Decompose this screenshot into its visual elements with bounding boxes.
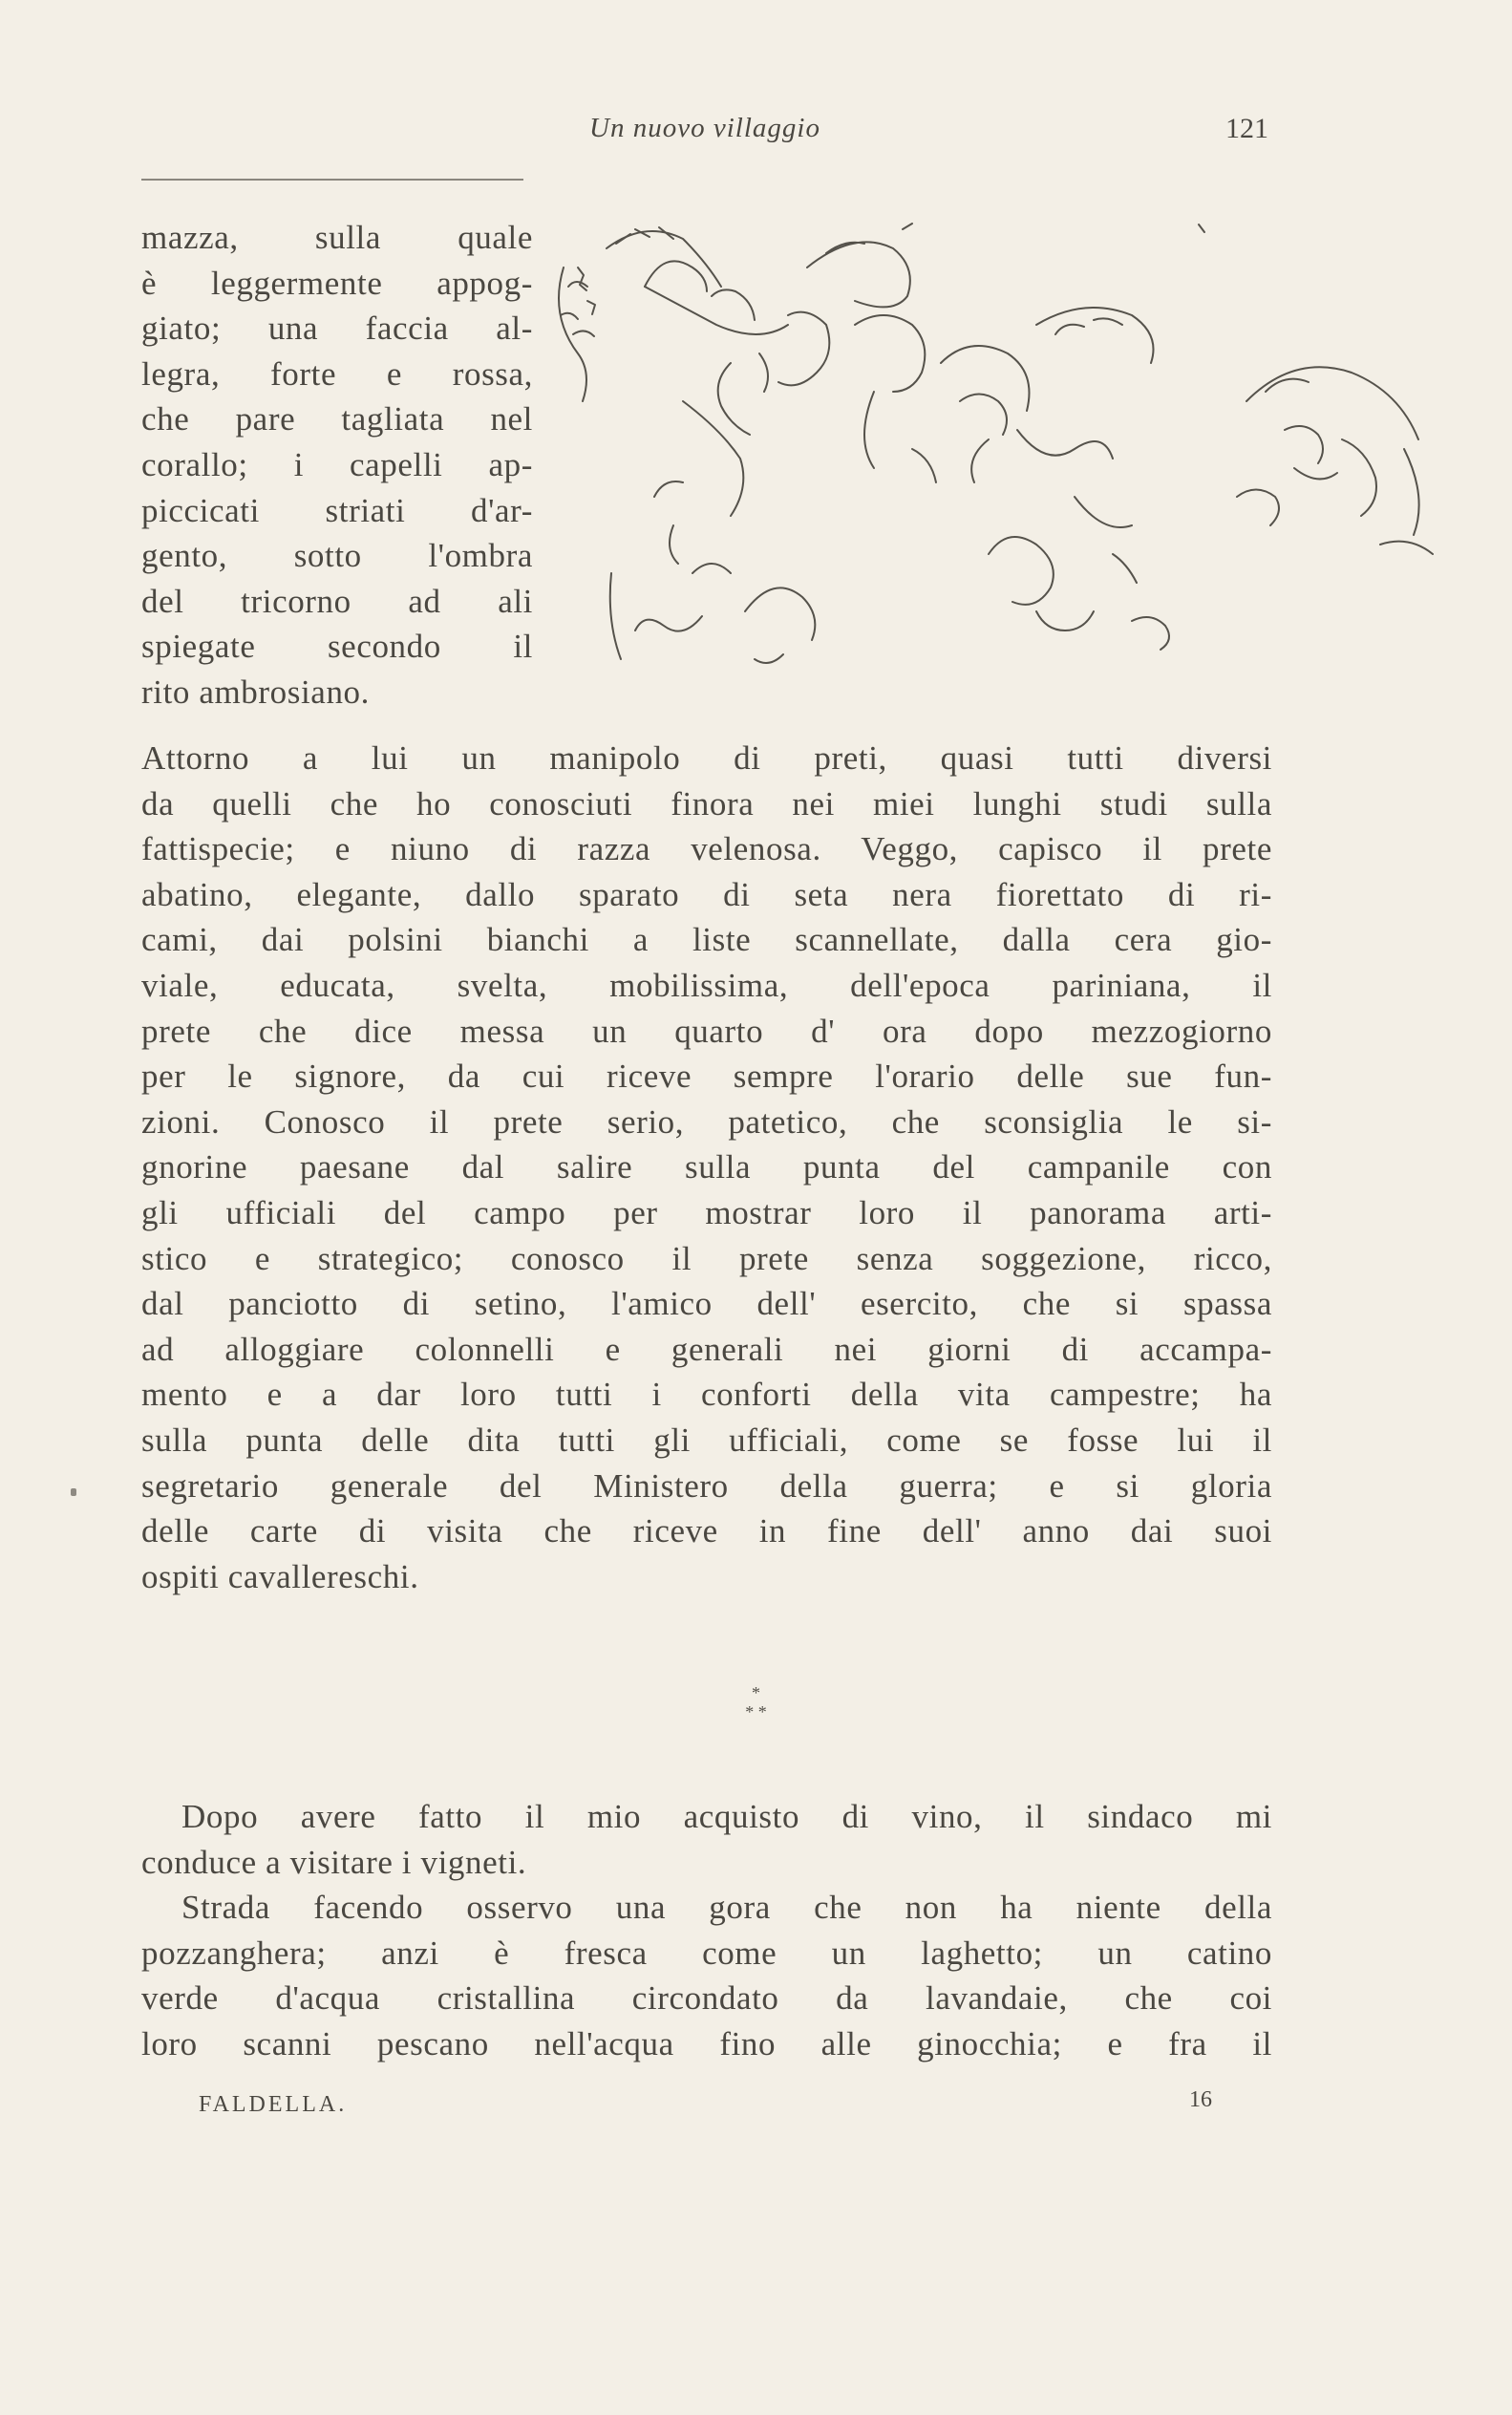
text-line: gnorine paesane dal salire sulla punta del campanile con [141,1148,1272,1186]
text-line: cami, dai polsini bianchi a liste scannellate, dalla cera gio- [141,921,1272,959]
text-line: è leggermente appog- [141,264,533,302]
text-line: corallo; i capelli ap- [141,445,533,483]
page-number: 121 [1225,113,1268,144]
text-line: mento e a dar loro tutti i conforti della vita campestre; ha [141,1376,1272,1414]
text-line: prete che dice messa un quarto d' ora dopo mezzogiorno [141,1012,1272,1050]
footer-author: FALDELLA. [199,2092,348,2117]
text-line: verde d'acqua cristallina circondato da lavandaie, che coi [141,1979,1272,2018]
text-line: delle carte di visita che riceve in fine dell' anno dai suoi [141,1512,1272,1550]
text-line: fattispecie; e niuno di razza velenosa. Veggo, capisco il prete [141,830,1272,868]
asterism-bottom: * * [745,1702,767,1721]
sketch-illustration [540,210,1447,707]
text-line: del tricorno ad ali [141,582,533,620]
text-line: ospiti cavallereschi. [141,1557,419,1595]
text-line: spiegate secondo il [141,628,533,666]
text-line: che pare tagliata nel [141,400,533,438]
text-line: zioni. Conosco il prete serio, patetico, che sconsiglia le si- [141,1102,1272,1141]
text-line: pozzanghera; anzi è fresca come un laghetto; un catino [141,1934,1272,1972]
margin-mark [71,1488,76,1496]
paragraph-2 [141,1794,1272,2067]
narrow-column [141,215,533,716]
text-line: rito ambrosiano. [141,673,370,711]
text-line: viale, educata, svelta, mobilissima, dell'epoca pariniana, il [141,966,1272,1004]
text-line: da quelli che ho conosciuti finora nei miei lunghi studi sulla [141,784,1272,823]
text-line: Strada facendo osservo una gora che non ha niente della [181,1889,1272,1927]
footer-signature: 16 [1189,2087,1212,2112]
text-line: gli ufficiali del campo per mostrar loro il panorama arti- [141,1193,1272,1231]
paragraph-1 [141,736,1272,1599]
right-hat [1036,308,1154,363]
text-line: mazza, sulla quale [141,219,533,256]
middle-face [712,289,755,320]
text-line: sulla punta delle dita tutti gli ufficiali, come se fosse lui il [141,1421,1272,1459]
asterism [0,1683,1512,1721]
text-line: segretario generale del Ministero della guerra; e si gloria [141,1466,1272,1505]
text-line: conduce a visitare i vigneti. [141,1843,527,1881]
text-line: per le signore, da cui riceve sempre l'orario delle sue fun- [141,1058,1272,1096]
text-line: legra, forte e rossa, [141,354,533,393]
text-line: gento, sotto l'ombra [141,537,533,575]
text-line: ad alloggiare colonnelli e generali nei giorni di accampa- [141,1330,1272,1368]
text-line: abatino, elegante, dallo sparato di seta nera fiorettato di ri- [141,875,1272,913]
far-right-hat [1246,367,1418,439]
text-line: stico e strategico; conosco il prete senza soggezione, ricco, [141,1239,1272,1277]
running-title: Un nuovo villaggio [589,113,820,143]
middle-hat [645,261,707,291]
page-header [141,113,1268,160]
text-line: Attorno a lui un manipolo di preti, quasi tutti diversi [141,739,1272,777]
text-line: loro scanni pescano nell'acqua fino alle ginocchia; e fra il [141,2024,1272,2062]
asterism-top: * [752,1683,760,1702]
text-line: giato; una faccia al- [141,310,533,348]
middle-right-hat [807,242,910,307]
text-line: piccicati striati d'ar- [141,491,533,529]
text-line: Dopo avere fatto il mio acquisto di vino, il sindaco mi [181,1798,1272,1835]
header-rule [141,179,523,181]
text-line: dal panciotto di setino, l'amico dell' esercito, che si spassa [141,1285,1272,1323]
